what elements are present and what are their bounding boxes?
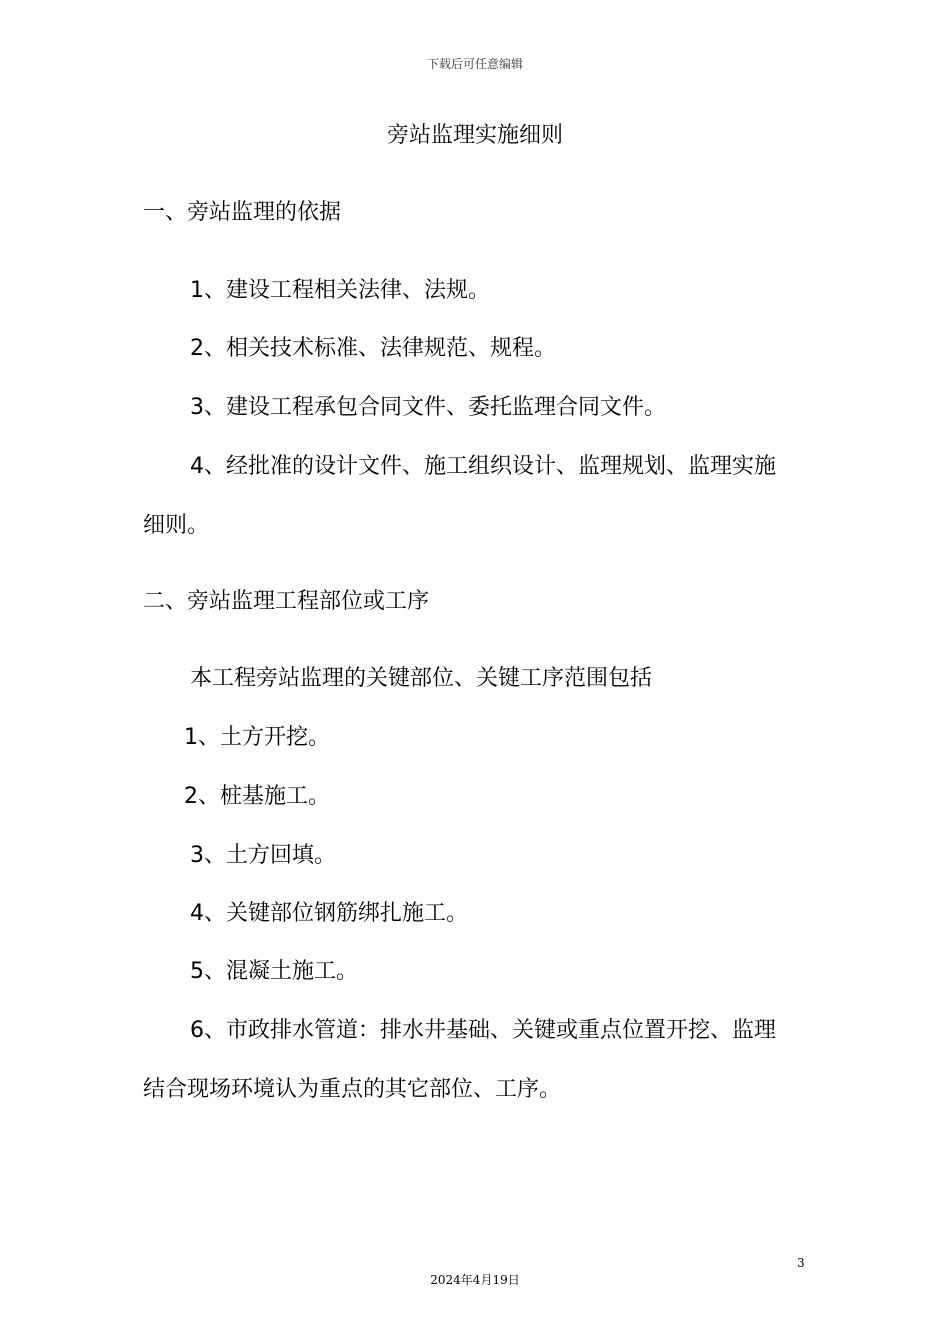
section-1-item-1: 1、建设工程相关法律、法规。 — [190, 278, 490, 303]
section-2-item-6: 6、市政排水管道：排水井基础、关键或重点位置开挖、监理 — [190, 1018, 776, 1043]
section-2-item-4: 4、关键部位钢筋绑扎施工。 — [190, 901, 468, 926]
section-2-heading: 二、旁站监理工程部位或工序 — [143, 589, 430, 614]
section-2-item-3: 3、土方回填。 — [190, 843, 336, 868]
section-1-item-2: 2、相关技术标准、法律规范、规程。 — [190, 336, 556, 361]
section-1-item-4-continued: 细则。 — [143, 513, 210, 538]
section-2-item-5: 5、混凝土施工。 — [190, 959, 358, 984]
section-1-item-4: 4、经批准的设计文件、施工组织设计、监理规划、监理实施 — [190, 454, 776, 479]
section-2-item-6-continued: 结合现场环境认为重点的其它部位、工序。 — [143, 1077, 562, 1102]
section-1-heading: 一、旁站监理的依据 — [143, 200, 342, 225]
section-1-item-3: 3、建设工程承包合同文件、委托监理合同文件。 — [190, 395, 666, 420]
page-header: 下载后可任意编辑 — [426, 57, 523, 71]
footer-date: 2024年4月19日 — [430, 1273, 520, 1287]
section-2-item-2: 2、桩基施工。 — [184, 784, 330, 809]
page-number: 3 — [797, 1256, 805, 1270]
document-title: 旁站监理实施细则 — [386, 123, 563, 148]
section-2-intro: 本工程旁站监理的关键部位、关键工序范围包括 — [190, 666, 653, 691]
section-2-item-1: 1、土方开挖。 — [184, 725, 330, 750]
